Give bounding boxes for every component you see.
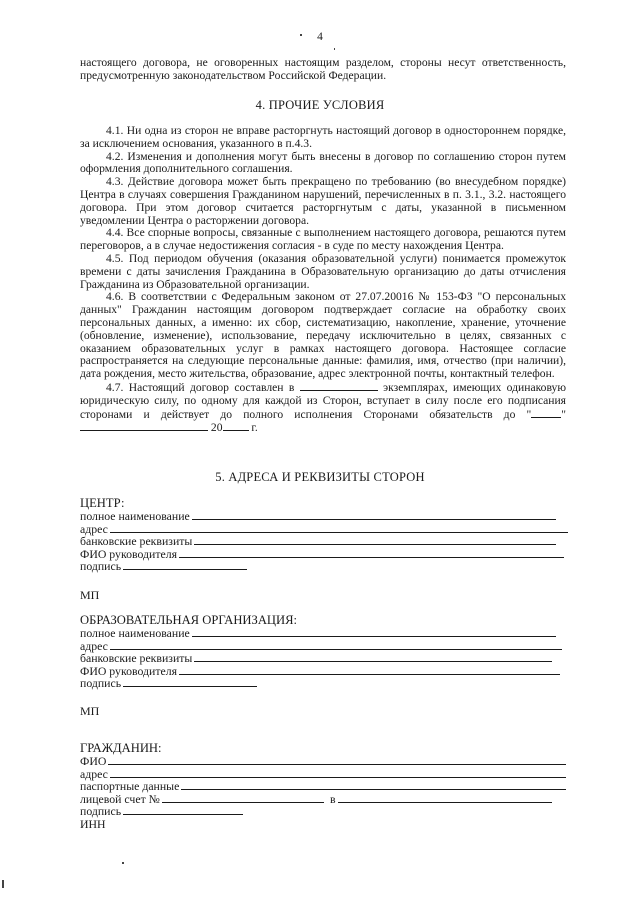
citizen-inn-row: ИНН [80,816,106,831]
center-address-field[interactable] [110,523,568,533]
center-director-field[interactable] [179,548,564,558]
citizen-signature-row: подпись [80,805,570,818]
center-full-name-field[interactable] [192,510,556,520]
citizen-account-row: лицевой счет № в [80,793,570,806]
citizen-heading: ГРАЖДАНИН: [80,741,162,755]
org-full-name-field[interactable] [192,627,556,637]
copies-count-field[interactable] [300,381,378,391]
date-month-field[interactable] [80,421,208,431]
citizen-passport-field[interactable] [181,780,566,790]
section-5-title: 5. АДРЕСА И РЕКВИЗИТЫ СТОРОН [215,470,425,484]
scan-speck [122,862,124,864]
org-signature-row: подпись [80,677,570,690]
date-year-field[interactable] [223,421,249,431]
org-bank-field[interactable] [194,652,552,662]
clause-4-7-middle: экземплярах, имеющих одинаковую юридическую силу, по одному для каждой из Сторон, вступает в силу после его подписания сторонами и действует до полного исполнения Сторонами обязательств до " [80,380,566,421]
section-4-body [80,125,566,435]
citizen-address-row: адрес [80,768,570,781]
citizen-account-field[interactable] [162,793,324,803]
center-signature-field[interactable] [123,560,247,570]
org-director-row: ФИО руководителя [80,665,570,678]
scan-speck [300,34,302,36]
org-bank-row: банковские реквизиты [80,652,570,665]
clause-4-5: 4.5. Под периодом обучения (оказания образовательной услуги) понимается промежуток времени с даты зачисления Гражданина в Образовательную организацию до даты отчисления Гражданина из Образовательной организации. [80,251,566,291]
clause-4-3: 4.3. Действие договора может быть прекращено по требованию (во внесудебном порядке) Центра в случаях совершения Гражданином нарушений, перечисленных в п. 3.1., 3.2. настоящего договора. При этом договор считается расторгнутым с даты, указанной в письменном уведомлении Центра о расторжении договора. [80,175,566,227]
org-stamp-label: МП [80,704,100,718]
org-heading: ОБРАЗОВАТЕЛЬНАЯ ОРГАНИЗАЦИЯ: [80,613,298,627]
clause-4-4: 4.4. Все спорные вопросы, связанные с выполнением настоящего договора, решаются путем переговоров, а в случае недостижения согласия - в суде по месту нахождения Центра. [80,226,566,253]
citizen-fio-field[interactable] [108,755,566,765]
clause-4-6: 4.6. В соответствии с Федеральным законом от 27.07.20016 № 153-ФЗ "О персональных данных" Гражданин настоящим договором подтверждает согласие на обработку своих персональных данных, а именно: их сбор, систематизацию, накопление, хранение, уточнение (обновление, изменение), использование, передачу исключительно в целях, связанных с оказанием образовательных услуг в рамках настоящего договора. Настоящее согласие распространяется на следующие персональные данные: фамилия, имя, отчество (при наличии), дата рождения, место жительства, образование, адрес электронной почты, контактный телефон. [80,290,566,381]
org-signature-field[interactable] [123,677,257,687]
center-full-name-row: полное наименование [80,510,570,523]
scan-speck [334,48,335,50]
citizen-signature-field[interactable] [123,805,243,815]
center-signature-row: подпись [80,560,570,573]
center-bank-field[interactable] [194,535,556,545]
date-day-field[interactable] [531,408,561,418]
center-director-row: ФИО руководителя [80,548,570,561]
scan-speck [2,880,4,888]
clause-4-1: 4.1. Ни одна из сторон не вправе расторгнуть настоящий договор в одностороннем порядке, за исключением основания, указанного в п.4.3. [80,124,566,150]
citizen-passport-row: паспортные данные [80,780,570,793]
center-requisites [80,497,570,573]
citizen-fio-row: ФИО [80,755,570,768]
org-full-name-row: полное наименование [80,627,570,640]
org-requisites [80,614,570,690]
page-number: 4 [317,31,323,43]
clause-4-7: 4.7. Настоящий договор составлен в экземплярах, имеющих одинаковую юридическую силу, по одному для каждой из Сторон, вступает в силу после его подписания сторонами и действует до полного исполнения Сторонами обязательств до " " 20 г. [80,380,566,435]
clause-4-7-start: 4.7. Настоящий договор составлен в [106,380,295,394]
org-address-row: адрес [80,640,570,653]
citizen-bank-field[interactable] [338,793,552,803]
org-director-field[interactable] [179,665,560,675]
center-bank-row: банковские реквизиты [80,535,570,548]
citizen-address-field[interactable] [110,768,566,778]
citizen-requisites [80,742,570,831]
org-address-field[interactable] [110,640,562,650]
center-stamp-label: МП [80,588,100,602]
center-address-row: адрес [80,523,570,536]
intro-paragraph: настоящего договора, не оговоренных настоящим разделом, стороны несут ответственность, предусмотренную законодательством Российской Федерации. [80,56,566,82]
section-4-title: 4. ПРОЧИЕ УСЛОВИЯ [255,98,385,112]
clause-4-2: 4.2. Изменения и дополнения могут быть внесены в договор по соглашению сторон путем оформления дополнительного соглашения. [80,149,566,176]
center-heading: ЦЕНТР: [80,496,125,510]
